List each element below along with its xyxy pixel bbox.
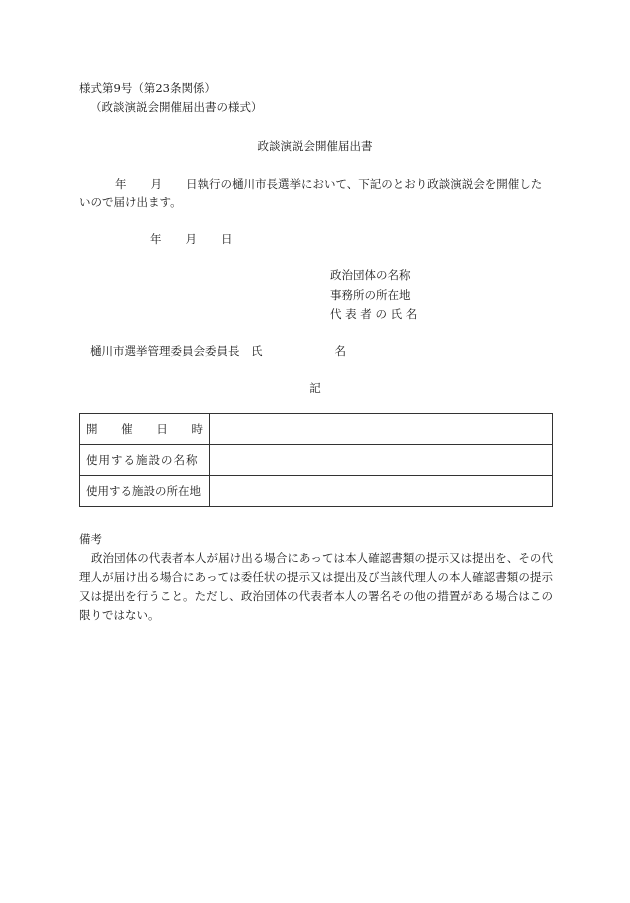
intro-line-1 [115, 176, 542, 192]
label-char: 日 [156, 422, 168, 436]
row-label-facility-address: 使用する施設の所在地 [80, 476, 210, 507]
ki-label: 記 [309, 381, 321, 395]
label-char: 開 [86, 422, 98, 436]
details-table [79, 413, 553, 507]
addressee-name-suffix: 名 [334, 344, 346, 358]
table-row [80, 476, 553, 507]
document-title: 政談演説会開催届出書 [257, 139, 373, 153]
remarks-title: 備考 [79, 532, 102, 546]
row-label-facility-name: 使用する施設の名称 [80, 445, 210, 476]
label-char: 催 [121, 422, 133, 436]
form-subtitle: （政談演説会開催届出書の様式） [90, 100, 263, 114]
date-line [150, 231, 233, 247]
row-value-facility-address[interactable] [210, 476, 553, 507]
intro-line-2: いので届け出ます。 [79, 195, 182, 209]
intro-month: 月 [150, 177, 162, 191]
office-address-label: 事務所の所在地 [330, 288, 411, 302]
form-number: 様式第9号（第23条関係） [79, 81, 216, 95]
addressee [90, 343, 346, 359]
row-value-facility-name[interactable] [210, 445, 553, 476]
label-char: 時 [191, 422, 203, 436]
addressee-text: 樋川市選挙管理委員会委員長 氏 [90, 344, 263, 358]
date-year: 年 [150, 232, 162, 246]
row-label-datetime [80, 414, 210, 445]
representative-name-label: 代 表 者 の 氏 名 [330, 307, 418, 321]
row-value-datetime[interactable] [210, 414, 553, 445]
table-row [80, 414, 553, 445]
date-month: 月 [185, 232, 197, 246]
org-name-label: 政治団体の名称 [330, 268, 411, 282]
intro-year: 年 [115, 177, 127, 191]
table-row [80, 445, 553, 476]
date-day: 日 [221, 232, 233, 246]
intro-day-text: 日執行の樋川市長選挙において、下記のとおり政談演説会を開催した [186, 177, 543, 191]
remarks-body: 政治団体の代表者本人が届け出る場合にあっては本人確認書類の提示又は提出を、その代理人が届け出る場合にあっては委任状の提示又は提出及び当該代理人の本人確認書類の提示又は提出を行うこと。ただし、政治団体の代表者本人の署名その他の措置がある場合はこの限りではない。 [79, 551, 553, 622]
